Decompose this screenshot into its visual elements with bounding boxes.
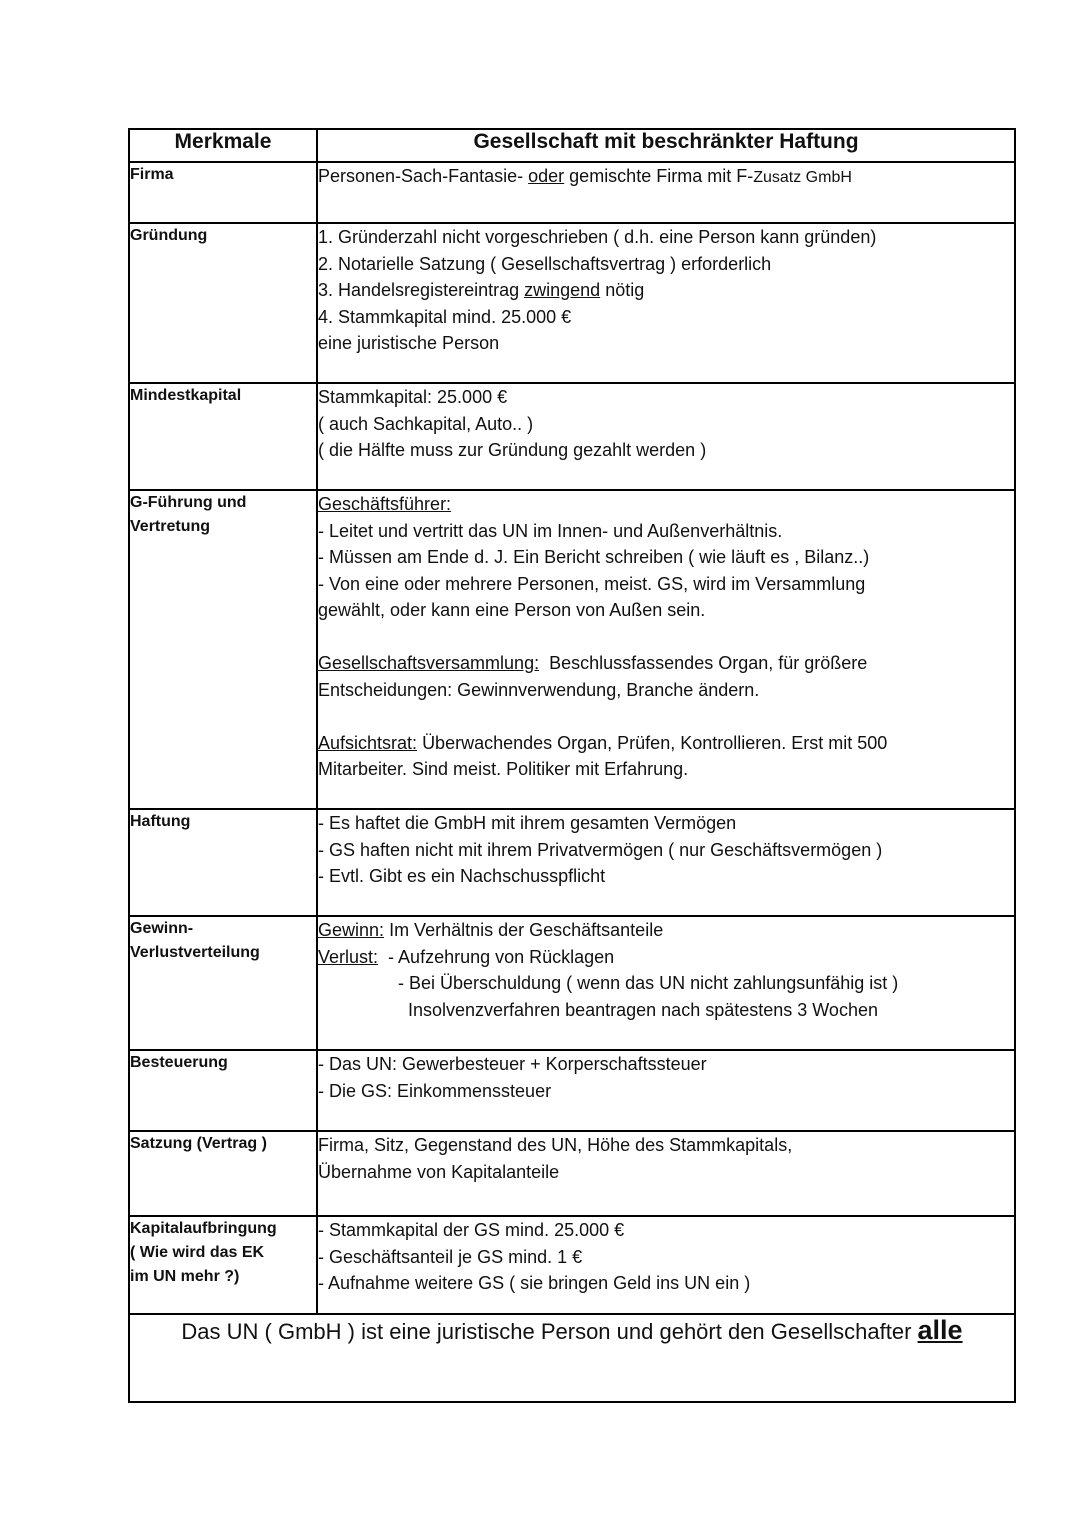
- haftung-l3: - Evtl. Gibt es ein Nachschusspflicht: [318, 866, 606, 886]
- haftung-l1: - Es haftet die GmbH mit ihrem gesamten Vermögen: [318, 813, 737, 833]
- gruendung-l5: eine juristische Person: [318, 333, 500, 353]
- firma-part3: gemischte Firma mit F-: [569, 166, 754, 186]
- label-haftung: Haftung: [129, 809, 317, 916]
- firma-line: [318, 163, 1014, 192]
- gf-l2: - Müssen am Ende d. J. Ein Bericht schreiben ( wie läuft es , Bilanz..): [318, 547, 870, 567]
- mindestkapital-l1: Stammkapital: 25.000 €: [318, 387, 508, 407]
- verlust-text: - Aufzehrung von Rücklagen: [388, 946, 615, 967]
- verlust-l2: - Bei Überschuldung ( wenn das UN nicht zahlungsunfähig ist ): [398, 973, 899, 993]
- kapital-label2: ( Wie wird das EK: [130, 1244, 265, 1261]
- gruendung-l3: [318, 277, 1014, 304]
- row-besteuerung: [129, 1050, 1015, 1131]
- gf-title: Geschäftsführer:: [318, 494, 452, 514]
- header-gmbh: Gesellschaft mit beschränkter Haftung: [317, 129, 1015, 162]
- content-kapital: [317, 1216, 1015, 1314]
- satzung-l2: Übernahme von Kapitalanteile: [318, 1161, 560, 1182]
- gv-l2: Entscheidungen: Gewinnverwendung, Branche ändern.: [318, 679, 760, 700]
- firma-oder: oder: [528, 166, 565, 186]
- kapital-l2: - Geschäftsanteil je GS mind. 1 €: [318, 1246, 583, 1267]
- label-verteilung: [129, 916, 317, 1050]
- content-mindestkapital: [317, 383, 1015, 490]
- gf-l4: gewählt, oder kann eine Person von Außen sein.: [318, 600, 706, 620]
- kapital-l1: - Stammkapital der GS mind. 25.000 €: [318, 1220, 625, 1240]
- gewinn-line: [318, 917, 1014, 944]
- content-firma: [317, 162, 1015, 223]
- verlust-title: Verlust:: [318, 946, 379, 967]
- gruendung-l3a: 3. Handelsregistereintrag: [318, 280, 520, 300]
- verteilung-label2: Verlustverteilung: [130, 944, 260, 961]
- footer-summary: [129, 1314, 1015, 1402]
- content-besteuerung: [317, 1050, 1015, 1131]
- gf-l1: - Leitet und vertritt das UN im Innen- und Außenverhältnis.: [318, 520, 783, 541]
- kapital-l3: - Aufnahme weitere GS ( sie bringen Geld ins UN ein ): [318, 1273, 751, 1293]
- footer-text: Das UN ( GmbH ) ist eine juristische Person und gehört den Gesellschafter: [181, 1319, 912, 1344]
- row-mindestkapital: [129, 383, 1015, 490]
- haftung-l2: - GS haften nicht mit ihrem Privatvermögen ( nur Geschäftsvermögen ): [318, 839, 883, 860]
- fuehrung-label1: G-Führung und: [130, 494, 247, 511]
- row-verteilung: [129, 916, 1015, 1050]
- verlust-line: [318, 944, 1014, 971]
- footer-emphasis: alle: [917, 1315, 963, 1345]
- content-fuehrung: [317, 490, 1015, 809]
- row-haftung: [129, 809, 1015, 916]
- kapital-label3: im UN mehr ?): [130, 1268, 240, 1285]
- verlust-l3: Insolvenzverfahren beantragen nach spätestens 3 Wochen: [408, 999, 878, 1020]
- ar-text: Überwachendes Organ, Prüfen, Kontrollieren. Erst mit 500: [422, 732, 888, 753]
- gruendung-l2: 2. Notarielle Satzung ( Gesellschaftsvertrag ) erforderlich: [318, 253, 772, 274]
- fuehrung-label2: Vertretung: [130, 518, 211, 535]
- mindestkapital-l3: ( die Hälfte muss zur Gründung gezahlt werden ): [318, 440, 707, 460]
- gv-title: Gesellschaftsversammlung:: [318, 653, 540, 673]
- header-merkmale: Merkmale: [129, 129, 317, 162]
- mindestkapital-l2: ( auch Sachkapital, Auto.. ): [318, 413, 534, 434]
- content-gruendung: [317, 223, 1015, 383]
- gmbh-table: [128, 128, 1016, 1403]
- gruendung-l1: 1. Gründerzahl nicht vorgeschrieben ( d.h. eine Person kann gründen): [318, 227, 877, 247]
- besteuerung-l1: - Das UN: Gewerbesteuer + Korperschaftssteuer: [318, 1054, 707, 1074]
- spacer: [318, 624, 1014, 651]
- label-firma: Firma: [129, 162, 317, 223]
- row-kapital: [129, 1216, 1015, 1314]
- label-fuehrung: [129, 490, 317, 809]
- verteilung-label1: Gewinn-: [130, 920, 194, 937]
- row-gruendung: [129, 223, 1015, 383]
- firma-part4: Zusatz GmbH: [753, 169, 852, 186]
- table-header-row: [129, 129, 1015, 162]
- row-firma: [129, 162, 1015, 223]
- ar-title: Aufsichtsrat:: [318, 732, 418, 753]
- label-kapital: [129, 1216, 317, 1314]
- gv-text: Beschlussfassendes Organ, für größere: [549, 653, 868, 673]
- label-mindestkapital: Mindestkapital: [129, 383, 317, 490]
- satzung-l1: Firma, Sitz, Gegenstand des UN, Höhe des Stammkapitals,: [318, 1135, 793, 1155]
- gf-l3: - Von eine oder mehrere Personen, meist. GS, wird im Versammlung: [318, 573, 866, 594]
- gv-line: [318, 650, 1014, 677]
- firma-part1: Personen-Sach-Fantasie-: [318, 166, 524, 186]
- kapital-label1: Kapitalaufbringung: [130, 1220, 277, 1237]
- ar-l2: Mitarbeiter. Sind meist. Politiker mit Erfahrung.: [318, 759, 689, 779]
- gruendung-l3c: nötig: [605, 280, 645, 300]
- gruendung-l3b: zwingend: [524, 280, 601, 300]
- row-fuehrung: [129, 490, 1015, 809]
- label-besteuerung: Besteuerung: [129, 1050, 317, 1131]
- ar-line: [318, 730, 1014, 757]
- besteuerung-l2: - Die GS: Einkommenssteuer: [318, 1080, 552, 1101]
- row-satzung: [129, 1131, 1015, 1216]
- gewinn-text: Im Verhältnis der Geschäftsanteile: [389, 920, 664, 940]
- content-satzung: [317, 1131, 1015, 1216]
- content-haftung: [317, 809, 1015, 916]
- content-verteilung: [317, 916, 1015, 1050]
- spacer: [318, 703, 1014, 730]
- footer-row: [129, 1314, 1015, 1402]
- label-satzung: Satzung (Vertrag ): [129, 1131, 317, 1216]
- gruendung-l4: 4. Stammkapital mind. 25.000 €: [318, 306, 572, 327]
- gewinn-title: Gewinn:: [318, 920, 385, 940]
- label-gruendung: Gründung: [129, 223, 317, 383]
